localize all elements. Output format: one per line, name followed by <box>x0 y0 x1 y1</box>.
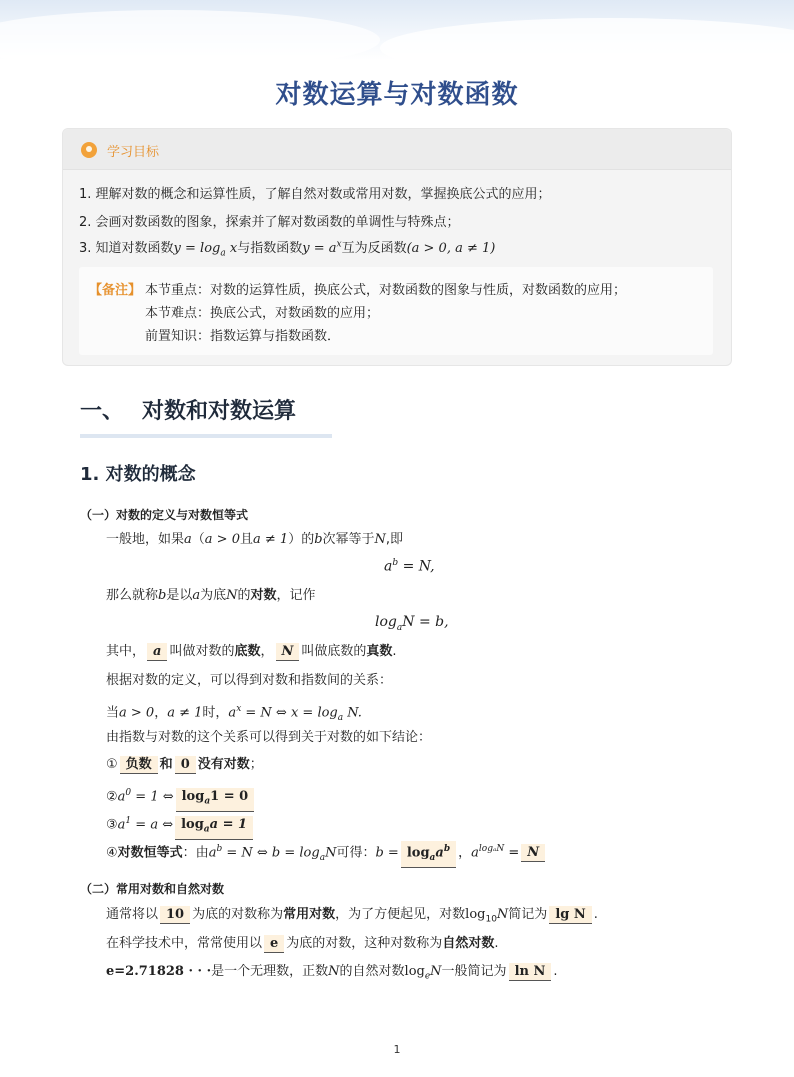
page-title: 对数运算与对数函数 <box>275 80 519 110</box>
conclusion-item: $③a^1 = a$ ⇔ $\log_aa = 1$ <box>106 812 255 840</box>
paragraph-terms: 其中， a 叫做对数的底数， N 叫做底数的真数. <box>106 644 397 659</box>
note-tag: 【备注】 <box>89 283 142 298</box>
learning-goals-box <box>62 128 732 366</box>
blank-answer: N <box>276 643 300 661</box>
blank-answer: N <box>521 844 545 862</box>
learning-goals-label: 学习目标 <box>107 145 160 160</box>
blank-answer: $\log_aa^b$ <box>401 841 456 868</box>
section-underline <box>80 434 332 438</box>
paragraph-relation: 根据对数的定义，可以得到对数和指数间的关系： <box>106 673 393 688</box>
blank-answer: $\log_a1 = 0$ <box>176 788 255 812</box>
equation-log: $\log_aN = b$, <box>375 614 449 633</box>
blank-answer: a <box>147 643 167 661</box>
note-line: 本节重点：对数的运算性质，换底公式，对数函数的图象与性质，对数函数的应用； <box>145 283 627 298</box>
blank-answer: ln N <box>509 963 552 981</box>
header-decoration <box>0 0 794 60</box>
paragraph-e-constant: e=2.71828 · · ·是一个无理数，正数N的自然对数$\log_eN$一般简记为 ln N . <box>106 964 558 982</box>
blank-answer: 负数 <box>120 756 158 774</box>
paragraph-definition: 那么就称b是以a为底N的对数，记作 <box>106 588 316 603</box>
part-heading: （一）对数的定义与对数恒等式 <box>80 508 249 522</box>
conclusion-item: $②a^0 = 1$ ⇔ $\log_a1 = 0$ <box>106 784 256 812</box>
section-heading: 一、 对数和对数运算 <box>80 399 297 424</box>
paragraph-common-log: 通常将以 10 为底的对数称为常用对数，为了方便起见，对数$\log_{10}N$简记为 lg N . <box>106 907 598 925</box>
conclusion-item: ① 负数 和 0 没有对数； <box>106 757 263 772</box>
blank-answer: e <box>264 935 284 953</box>
goal-item: 2. 会画对数函数的图象，探索并了解对数函数的单调性与特殊点； <box>79 215 460 230</box>
blank-answer: 0 <box>175 756 196 774</box>
header-wave <box>0 10 380 70</box>
equation-exponent: $a^b = N$, <box>384 558 435 575</box>
part-heading: （二）常用对数和自然对数 <box>80 882 225 896</box>
header-wave <box>380 18 794 78</box>
note-line: 前置知识：指数运算与指数函数． <box>145 329 341 344</box>
subsection-heading: 1. 对数的概念 <box>80 464 196 485</box>
paragraph-conclusion: 由指数与对数的这个关系可以得到关于对数的如下结论： <box>106 730 432 745</box>
goal-item: 3. 知道对数函数$y = \log_a x$与指数函数$y = a^x$互为反函数(a > 0, a ≠ 1) <box>79 239 496 259</box>
blank-answer: $\log_aa = 1$ <box>175 816 253 840</box>
learning-goals-header <box>63 129 731 170</box>
note-box <box>79 267 713 355</box>
lightbulb-icon <box>81 142 97 158</box>
conclusion-item: ④对数恒等式：由$a^b = N$ ⇔ $b = \log_aN$可得：$b = \log_aa^b$ ，$a^{log_aN} = N$ <box>106 840 547 868</box>
paragraph-intro: 一般地，如果a（a > 0且a ≠ 1）的b次幂等于N,即 <box>106 532 404 547</box>
paragraph-natural-log: 在科学技术中，常常使用以 e 为底的对数，这种对数称为自然对数. <box>106 936 499 951</box>
blank-answer: 10 <box>160 906 190 924</box>
paragraph-relation-eq: 当a > 0，a ≠ 1时，$a^x = N$ ⇔ $x = \log_a N$. <box>106 704 362 723</box>
goal-item: 1. 理解对数的概念和运算性质，了解自然对数或常用对数，掌握换底公式的应用； <box>79 187 551 202</box>
blank-answer: lg N <box>549 906 591 924</box>
page-number: 1 <box>393 1043 401 1056</box>
note-line: 本节难点：换底公式，对数函数的应用； <box>145 306 380 321</box>
